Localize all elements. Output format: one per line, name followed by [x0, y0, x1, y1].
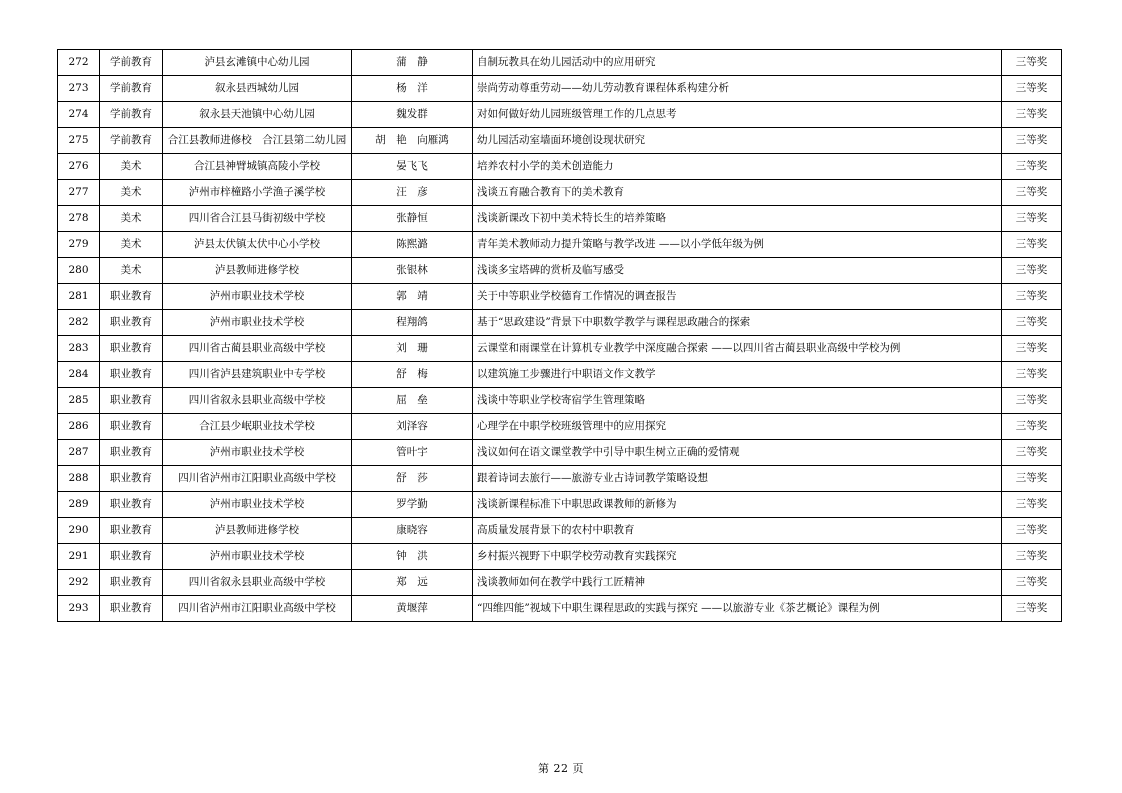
unit-cell: 泸县太伏镇太伏中心小学校 — [163, 232, 352, 258]
table-row — [58, 596, 1062, 622]
row-number: 290 — [58, 518, 100, 544]
award-cell: 三等奖 — [1002, 336, 1062, 362]
category-cell: 学前教育 — [100, 76, 163, 102]
row-number: 282 — [58, 310, 100, 336]
author-cell: 刘 珊 — [352, 336, 473, 362]
paper-title-cell: 青年美术教师动力提升策略与教学改进 ——以小学低年级为例 — [473, 232, 1002, 258]
row-number: 286 — [58, 414, 100, 440]
row-number: 284 — [58, 362, 100, 388]
paper-title-cell: 自制玩教具在幼儿园活动中的应用研究 — [473, 50, 1002, 76]
table-row — [58, 310, 1062, 336]
page-number: 第 22 页 — [538, 762, 584, 775]
category-cell: 美术 — [100, 258, 163, 284]
author-cell: 张银林 — [352, 258, 473, 284]
category-cell: 职业教育 — [100, 466, 163, 492]
unit-cell: 合江县神臂城镇高陵小学校 — [163, 154, 352, 180]
unit-cell: 合江县少岷职业技术学校 — [163, 414, 352, 440]
author-cell: 郑 远 — [352, 570, 473, 596]
paper-title-cell: 乡村振兴视野下中职学校劳动教育实践探究 — [473, 544, 1002, 570]
author-cell: 康晓容 — [352, 518, 473, 544]
paper-title-cell: 浅谈新课程标准下中职思政课教师的新修为 — [473, 492, 1002, 518]
category-cell: 职业教育 — [100, 596, 163, 622]
award-list-body — [58, 50, 1062, 622]
unit-cell: 合江县教师进修校 合江县第二幼儿园 — [163, 128, 352, 154]
unit-cell: 叙永县西城幼儿园 — [163, 76, 352, 102]
author-cell: 钟 洪 — [352, 544, 473, 570]
category-cell: 职业教育 — [100, 544, 163, 570]
category-cell: 学前教育 — [100, 128, 163, 154]
paper-title-cell: 高质量发展背景下的农村中职教育 — [473, 518, 1002, 544]
paper-title-cell: 关于中等职业学校德育工作情况的调查报告 — [473, 284, 1002, 310]
author-cell: 张静恒 — [352, 206, 473, 232]
unit-cell: 泸州市职业技术学校 — [163, 284, 352, 310]
paper-title-cell: 浅谈中等职业学校寄宿学生管理策略 — [473, 388, 1002, 414]
award-cell: 三等奖 — [1002, 414, 1062, 440]
award-cell: 三等奖 — [1002, 596, 1062, 622]
paper-title-cell: 心理学在中职学校班级管理中的应用探究 — [473, 414, 1002, 440]
award-cell: 三等奖 — [1002, 492, 1062, 518]
table-row — [58, 180, 1062, 206]
row-number: 285 — [58, 388, 100, 414]
table-row — [58, 388, 1062, 414]
table-row — [58, 284, 1062, 310]
category-cell: 职业教育 — [100, 310, 163, 336]
award-cell: 三等奖 — [1002, 284, 1062, 310]
table-row — [58, 466, 1062, 492]
table-row — [58, 570, 1062, 596]
row-number: 272 — [58, 50, 100, 76]
author-cell: 晏飞飞 — [352, 154, 473, 180]
unit-cell: 泸县教师进修学校 — [163, 518, 352, 544]
award-list-table — [57, 49, 1062, 622]
paper-title-cell: 培养农村小学的美术创造能力 — [473, 154, 1002, 180]
table-row — [58, 362, 1062, 388]
category-cell: 美术 — [100, 180, 163, 206]
row-number: 287 — [58, 440, 100, 466]
author-cell: 刘泽容 — [352, 414, 473, 440]
paper-title-cell: 基于“思政建设”背景下中职数学教学与课程思政融合的探索 — [473, 310, 1002, 336]
award-cell: 三等奖 — [1002, 440, 1062, 466]
category-cell: 美术 — [100, 206, 163, 232]
unit-cell: 泸州市职业技术学校 — [163, 310, 352, 336]
award-cell: 三等奖 — [1002, 362, 1062, 388]
author-cell: 舒 梅 — [352, 362, 473, 388]
row-number: 289 — [58, 492, 100, 518]
award-cell: 三等奖 — [1002, 258, 1062, 284]
paper-title-cell: 崇尚劳动尊重劳动——幼儿劳动教育课程体系构建分析 — [473, 76, 1002, 102]
category-cell: 职业教育 — [100, 362, 163, 388]
author-cell: 罗学勤 — [352, 492, 473, 518]
category-cell: 职业教育 — [100, 388, 163, 414]
paper-title-cell: 浅谈五育融合教育下的美术教育 — [473, 180, 1002, 206]
paper-title-cell: 云课堂和雨课堂在计算机专业教学中深度融合探索 ——以四川省古蔺县职业高级中学校为例 — [473, 336, 1002, 362]
unit-cell: 四川省合江县马街初级中学校 — [163, 206, 352, 232]
unit-cell: 泸州市梓橦路小学渔子溪学校 — [163, 180, 352, 206]
category-cell: 职业教育 — [100, 570, 163, 596]
category-cell: 职业教育 — [100, 336, 163, 362]
table-row — [58, 336, 1062, 362]
table-row — [58, 492, 1062, 518]
category-cell: 职业教育 — [100, 414, 163, 440]
row-number: 288 — [58, 466, 100, 492]
row-number: 281 — [58, 284, 100, 310]
award-cell: 三等奖 — [1002, 76, 1062, 102]
unit-cell: 泸州市职业技术学校 — [163, 492, 352, 518]
author-cell: 管叶宇 — [352, 440, 473, 466]
award-cell: 三等奖 — [1002, 154, 1062, 180]
paper-title-cell: 浅谈新课改下初中美术特长生的培养策略 — [473, 206, 1002, 232]
award-cell: 三等奖 — [1002, 518, 1062, 544]
author-cell: 陈熙潞 — [352, 232, 473, 258]
row-number: 283 — [58, 336, 100, 362]
table-row — [58, 154, 1062, 180]
unit-cell: 四川省泸州市江阳职业高级中学校 — [163, 466, 352, 492]
category-cell: 职业教育 — [100, 440, 163, 466]
unit-cell: 四川省古蔺县职业高级中学校 — [163, 336, 352, 362]
author-cell: 汪 彦 — [352, 180, 473, 206]
author-cell: 黄堰萍 — [352, 596, 473, 622]
row-number: 274 — [58, 102, 100, 128]
paper-title-cell: 跟着诗词去旅行——旅游专业古诗词教学策略设想 — [473, 466, 1002, 492]
category-cell: 美术 — [100, 154, 163, 180]
award-cell: 三等奖 — [1002, 466, 1062, 492]
row-number: 280 — [58, 258, 100, 284]
award-cell: 三等奖 — [1002, 128, 1062, 154]
paper-title-cell: 以建筑施工步骤进行中职语文作文教学 — [473, 362, 1002, 388]
table-row — [58, 76, 1062, 102]
author-cell: 胡 艳 向雁鸿 — [352, 128, 473, 154]
unit-cell: 四川省叙永县职业高级中学校 — [163, 570, 352, 596]
category-cell: 职业教育 — [100, 492, 163, 518]
row-number: 276 — [58, 154, 100, 180]
award-cell: 三等奖 — [1002, 544, 1062, 570]
row-number: 292 — [58, 570, 100, 596]
category-cell: 职业教育 — [100, 518, 163, 544]
unit-cell: 泸州市职业技术学校 — [163, 544, 352, 570]
unit-cell: 四川省泸县建筑职业中专学校 — [163, 362, 352, 388]
unit-cell: 四川省泸州市江阳职业高级中学校 — [163, 596, 352, 622]
row-number: 275 — [58, 128, 100, 154]
table-row — [58, 544, 1062, 570]
table-row — [58, 440, 1062, 466]
unit-cell: 泸州市职业技术学校 — [163, 440, 352, 466]
category-cell: 学前教育 — [100, 50, 163, 76]
category-cell: 美术 — [100, 232, 163, 258]
award-cell: 三等奖 — [1002, 232, 1062, 258]
award-cell: 三等奖 — [1002, 102, 1062, 128]
row-number: 277 — [58, 180, 100, 206]
award-cell: 三等奖 — [1002, 50, 1062, 76]
row-number: 278 — [58, 206, 100, 232]
award-cell: 三等奖 — [1002, 310, 1062, 336]
paper-title-cell: 浅议如何在语文课堂教学中引导中职生树立正确的爱情观 — [473, 440, 1002, 466]
award-cell: 三等奖 — [1002, 180, 1062, 206]
author-cell: 杨 洋 — [352, 76, 473, 102]
paper-title-cell: “四维四能”视域下中职生课程思政的实践与探究 ——以旅游专业《茶艺概论》课程为例 — [473, 596, 1002, 622]
author-cell: 程翔鸽 — [352, 310, 473, 336]
paper-title-cell: 对如何做好幼儿园班级管理工作的几点思考 — [473, 102, 1002, 128]
row-number: 293 — [58, 596, 100, 622]
category-cell: 学前教育 — [100, 102, 163, 128]
category-cell: 职业教育 — [100, 284, 163, 310]
paper-title-cell: 浅谈多宝塔碑的赏析及临写感受 — [473, 258, 1002, 284]
award-cell: 三等奖 — [1002, 206, 1062, 232]
award-cell: 三等奖 — [1002, 570, 1062, 596]
unit-cell: 泸县教师进修学校 — [163, 258, 352, 284]
table-row — [58, 414, 1062, 440]
table-row — [58, 258, 1062, 284]
author-cell: 魏发群 — [352, 102, 473, 128]
table-row — [58, 50, 1062, 76]
author-cell: 郭 靖 — [352, 284, 473, 310]
unit-cell: 叙永县天池镇中心幼儿园 — [163, 102, 352, 128]
unit-cell: 泸县玄滩镇中心幼儿园 — [163, 50, 352, 76]
author-cell: 舒 莎 — [352, 466, 473, 492]
author-cell: 屈 垒 — [352, 388, 473, 414]
row-number: 279 — [58, 232, 100, 258]
table-row — [58, 518, 1062, 544]
table-row — [58, 232, 1062, 258]
paper-title-cell: 浅谈教师如何在教学中践行工匠精神 — [473, 570, 1002, 596]
row-number: 273 — [58, 76, 100, 102]
unit-cell: 四川省叙永县职业高级中学校 — [163, 388, 352, 414]
author-cell: 蒲 静 — [352, 50, 473, 76]
table-row — [58, 206, 1062, 232]
award-cell: 三等奖 — [1002, 388, 1062, 414]
table-row — [58, 128, 1062, 154]
row-number: 291 — [58, 544, 100, 570]
table-row — [58, 102, 1062, 128]
paper-title-cell: 幼儿园活动室墙面环境创设现状研究 — [473, 128, 1002, 154]
